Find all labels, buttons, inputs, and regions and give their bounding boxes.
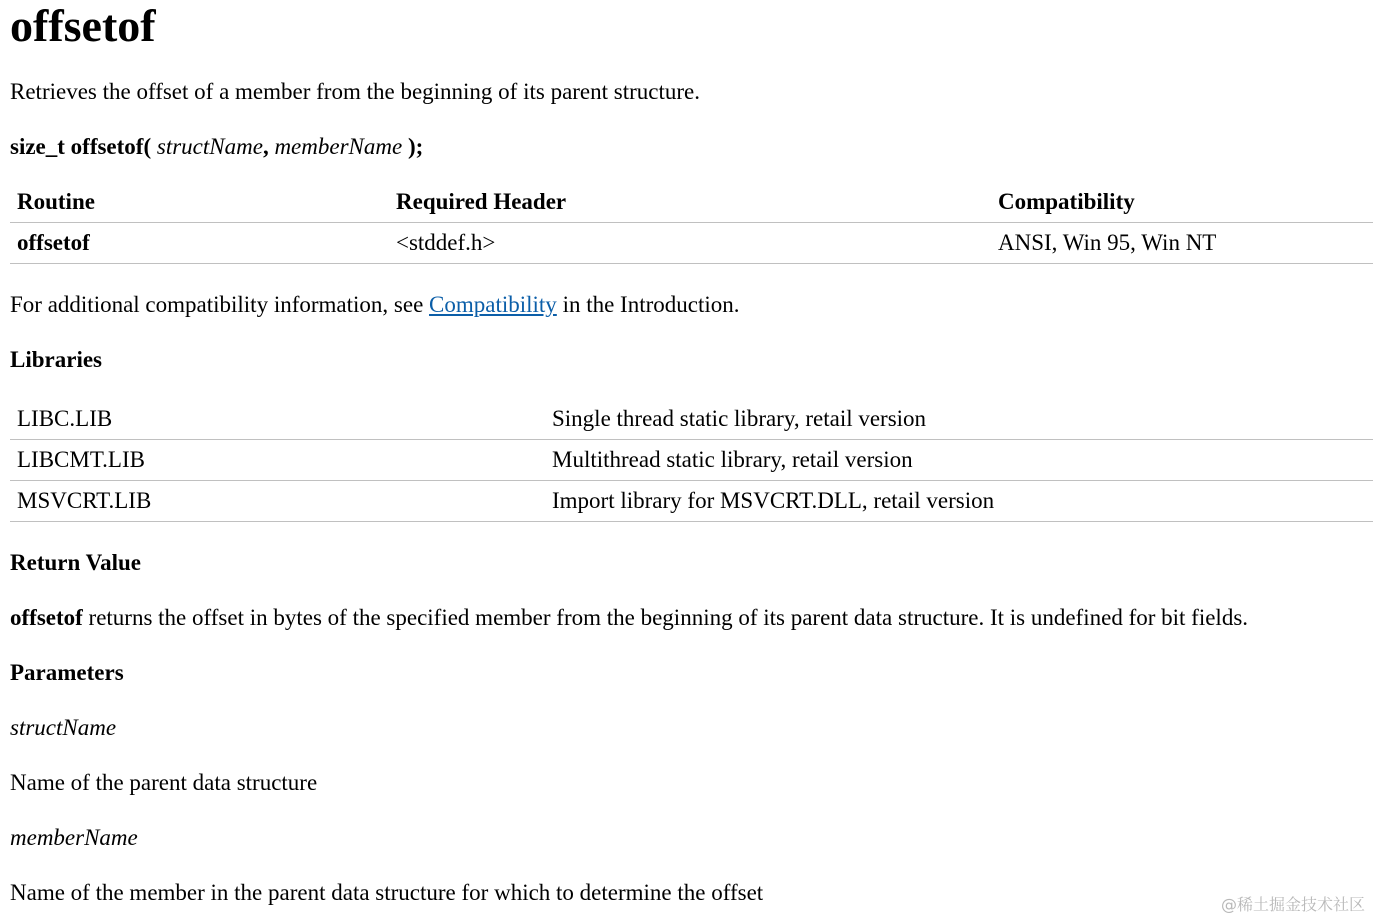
signature-suffix: ); [407,134,424,159]
parameter-description: Name of the member in the parent data structure for which to determine the offset [10,880,764,905]
return-value-heading: Return Value [10,550,141,575]
signature-comma: , [262,134,269,159]
function-signature [10,133,1373,161]
watermark-text: @稀土掘金技术社区 [1220,895,1365,914]
libraries-table [10,399,1373,522]
table-row [10,223,1373,264]
compat-note-after: in the Introduction. [556,292,740,317]
return-value-description: returns the offset in bytes of the specified member from the beginning of its parent data structure. It is undefined for bit fields. [82,605,1249,630]
library-name: MSVCRT.LIB [10,481,545,522]
return-value-text [10,604,1373,632]
table-header-row [10,182,1373,223]
doc-page [10,0,1373,907]
cell-routine: offsetof [10,223,389,264]
compat-note-before: For additional compatibility information, see [10,292,430,317]
header-routine: Routine [17,189,95,214]
libraries-heading: Libraries [10,347,102,372]
return-value-function-name: offsetof [10,605,83,630]
parameter-name: structName [10,715,117,740]
cell-required-header: <stddef.h> [389,223,991,264]
compatibility-table [10,182,1373,264]
header-compatibility: Compatibility [998,189,1135,214]
signature-prefix: size_t offsetof( [10,134,152,159]
parameters-heading: Parameters [10,660,124,685]
description: Retrieves the offset of a member from the beginning of its parent structure. [10,79,700,104]
header-required-header: Required Header [396,189,567,214]
signature-arg-membername: memberName [274,134,403,159]
parameter-name: memberName [10,825,138,850]
table-row [10,440,1373,481]
table-row [10,481,1373,522]
library-description: Single thread static library, retail version [545,399,1373,440]
parameter-description: Name of the parent data structure [10,770,318,795]
page-title: offsetof [10,0,156,51]
library-name: LIBC.LIB [10,399,545,440]
compatibility-note [10,291,1373,319]
table-row [10,399,1373,440]
library-name: LIBCMT.LIB [10,440,545,481]
signature-arg-structname: structName [156,134,263,159]
library-description: Import library for MSVCRT.DLL, retail version [545,481,1373,522]
compatibility-link[interactable]: Compatibility [429,292,557,317]
cell-compatibility: ANSI, Win 95, Win NT [991,223,1373,264]
library-description: Multithread static library, retail version [545,440,1373,481]
